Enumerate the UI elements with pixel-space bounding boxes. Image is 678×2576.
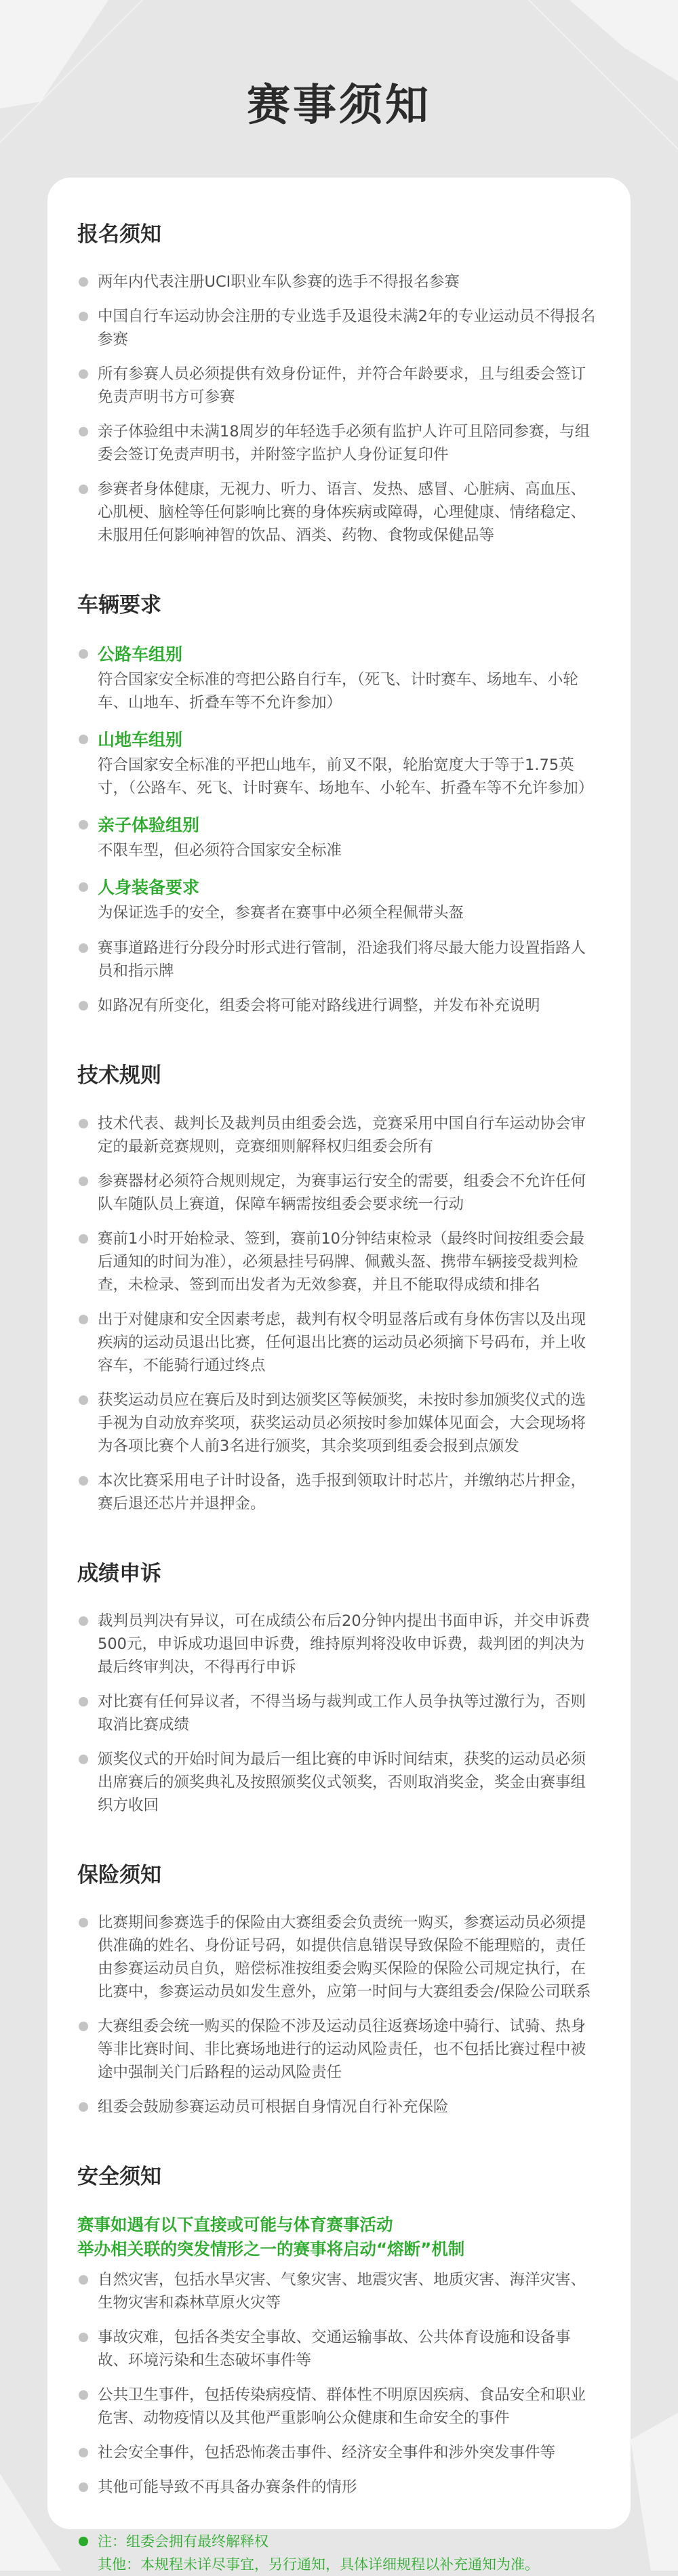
list-item: 参赛者身体健康，无视力、听力、语言、发热、感冒、心脏病、高血压、心肌梗、脑栓等任何影响比赛的身体疾病或障碍，心理健康、情绪稳定、未服用任何影响神智的饮品、酒类、药物、食物或保健品等 [77, 478, 597, 547]
list-item: 本次比赛采用电子计时设备，选手报到领取计时芯片，并缴纳芯片押金，赛后退还芯片并退押金。 [77, 1469, 597, 1515]
list-item: 事故灾难，包括各类安全事故、交通运输事故、公共体育设施和设备事故、环境污染和生态破坏事件等 [77, 2326, 597, 2372]
section-vehicle [77, 593, 597, 1017]
section-appeals [77, 1561, 597, 1817]
bullet-list [77, 1911, 597, 2119]
list-item: 公共卫生事件，包括传染病疫情、群体性不明原因疾病、食品安全和职业危害、动物疫情以及其他严重影响公众健康和生命安全的事件 [77, 2384, 597, 2430]
list-item: 其他可能导致不再具备办赛条件的情形 [77, 2476, 597, 2499]
list-item: 两年内代表注册UCI职业车队参赛的选手不得报名参赛 [77, 270, 597, 293]
footer-notes [77, 2530, 597, 2576]
list-item: 自然灾害，包括水旱灾害、气象灾害、地震灾害、地质灾害、海洋灾害、生物灾害和森林草原火灾等 [77, 2268, 597, 2314]
group-heading: 公路车组别 [98, 645, 183, 665]
section-title: 成绩申诉 [77, 1561, 161, 1586]
group-description: 为保证选手的安全，参赛者在赛事中必须全程佩带头盔 [98, 904, 464, 922]
bullet-list [77, 1610, 597, 1817]
section-title: 报名须知 [77, 222, 161, 247]
list-item: 所有参赛人员必须提供有效身份证件，并符合年龄要求，且与组委会签订免责声明书方可参赛 [77, 363, 597, 409]
list-item: 亲子体验组中未满18周岁的年轻选手必须有监护人许可且陪同参赛，与组委会签订免责声明书，并附签字监护人身份证复印件 [77, 420, 597, 466]
bullet-list [77, 2268, 597, 2499]
group-description: 符合国家安全标准的弯把公路自行车，（死飞、计时赛车、场地车、小轮车、山地车、折叠车等不允许参加） [98, 671, 578, 712]
note-interpretation: 注：组委会拥有最终解释权 [98, 2533, 268, 2550]
section-title: 技术规则 [77, 1063, 161, 1088]
list-item: 社会安全事件，包括恐怖袭击事件、经济安全事件和涉外突发事件等 [77, 2441, 597, 2464]
bullet-list [77, 270, 597, 547]
rules-card [47, 178, 631, 2573]
section-safety [77, 2165, 597, 2576]
list-item: 中国自行车运动协会注册的专业选手及退役未满2年的专业运动员不得报名参赛 [77, 305, 597, 351]
list-item: 裁判员判决有异议，可在成绩公布后20分钟内提出书面申诉，并交申诉费500元，申诉成功退回申诉费，维持原判将没收申诉费，裁判团的判决为最后终审判决，不得再行申诉 [77, 1610, 597, 1679]
list-item: 如路况有所变化，组委会将可能对路线进行调整，并发布补充说明 [77, 994, 597, 1017]
group-heading: 人身装备要求 [98, 878, 200, 898]
vehicle-group-mountain [77, 727, 597, 800]
bullet-list [77, 1112, 597, 1515]
group-heading: 亲子体验组别 [98, 815, 200, 836]
note-other: 其他：本规程未详尽事宜，另行通知，具体详细规程以补充通知为准。 [98, 2556, 539, 2573]
list-item: 颁奖仪式的开始时间为最后一组比赛的申诉时间结束，获奖的运动员必须出席赛后的颁奖典礼及按照颁奖仪式领奖，否则取消奖金，奖金由赛事组织方收回 [77, 1748, 597, 1817]
alert-line: 举办相关联的突发情形之一的赛事将启动“熔断”机制 [77, 2239, 465, 2260]
group-description: 不限车型，但必须符合国家安全标准 [98, 842, 342, 860]
alert-line: 赛事如遇有以下直接或可能与体育赛事活动 [77, 2215, 393, 2235]
bullet-list [77, 641, 597, 1017]
section-insurance [77, 1863, 597, 2119]
list-item: 出于对健康和安全因素考虑，裁判有权令明显落后或有身体伤害以及出现疾病的运动员退出比赛，任何退出比赛的运动员必须摘下号码布，并上收容车，不能骑行通过终点 [77, 1308, 597, 1377]
list-item: 组委会鼓励参赛运动员可根据自身情况自行补充保险 [77, 2095, 597, 2119]
list-item: 获奖运动员应在赛后及时到达颁奖区等候颁奖，未按时参加颁奖仪式的选手视为自动放弃奖项，获奖运动员必须按时参加媒体见面会，大会现场将为各项比赛个人前3名进行颁奖，其余奖项到组委会报到点颁发 [77, 1389, 597, 1458]
section-registration [77, 222, 597, 547]
list-item: 比赛期间参赛选手的保险由大赛组委会负责统一购买，参赛运动员必须提供准确的姓名、身份证号码，如提供信息错误导致保险不能理赔的，责任由参赛运动员自负，赔偿标准按组委会购买保险的保险公司规定执行，在比赛中，参赛运动员如发生意外，应第一时间与大赛组委会/保险公司联系 [77, 1911, 597, 2003]
section-title: 车辆要求 [77, 593, 161, 618]
list-item: 赛事道路进行分段分时形式进行管制，沿途我们将尽最大能力设置指路人员和指示牌 [77, 937, 597, 983]
list-item: 参赛器材必须符合规则规定，为赛事运行安全的需要，组委会不允许任何队车随队员上赛道，保障车辆需按组委会要求统一行动 [77, 1170, 597, 1216]
list-item: 技术代表、裁判长及裁判员由组委会选，竞赛采用中国自行车运动协会审定的最新竞赛规则，竞赛细则解释权归组委会所有 [77, 1112, 597, 1158]
list-item: 对比赛有任何异议者，不得当场与裁判或工作人员争执等过激行为，否则取消比赛成绩 [77, 1690, 597, 1736]
section-title: 保险须知 [77, 1862, 161, 1887]
circuit-breaker-alert [77, 2213, 597, 2262]
list-item: 大赛组委会统一购买的保险不涉及运动员往返赛场途中骑行、试骑、热身等非比赛时间、非比赛场地进行的运动风险责任，也不包括比赛过程中被途中强制关门后路程的运动风险责任 [77, 2015, 597, 2084]
section-technical-rules [77, 1063, 597, 1515]
group-description: 符合国家安全标准的平把山地车，前叉不限，轮胎宽度大于等于1.75英寸，（公路车、死飞、计时赛车、场地车、小轮车、折叠车等不允许参加） [98, 756, 594, 798]
section-title: 安全须知 [77, 2164, 161, 2189]
list-item: 赛前1小时开始检录、签到，赛前10分钟结束检录（最终时间按组委会最后通知的时间为准），必须悬挂号码牌、佩戴头盔、携带车辆接受裁判检查，未检录、签到而出发者为无效参赛，并且不能取得成绩和排名 [77, 1227, 597, 1296]
page-title: 赛事须知 [247, 81, 431, 131]
vehicle-group-family [77, 812, 597, 862]
personal-equipment [77, 874, 597, 924]
group-heading: 山地车组别 [98, 730, 183, 750]
vehicle-group-road [77, 641, 597, 714]
